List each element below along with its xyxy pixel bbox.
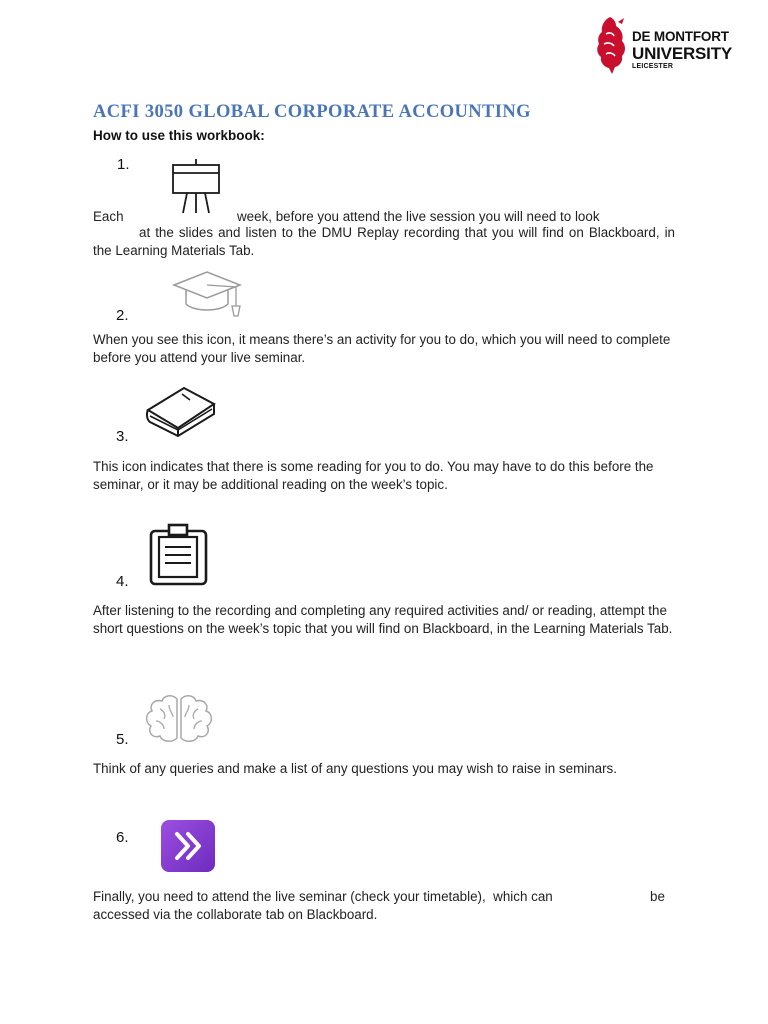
brain-icon: [142, 693, 216, 745]
step-6-text-line1-end: be: [650, 889, 665, 904]
step-4-number: 4.: [116, 573, 129, 590]
step-3-text: [93, 458, 675, 494]
graduation-cap-icon: [170, 268, 244, 320]
dmu-lion-crest-icon: [592, 14, 632, 74]
step-2-text-body: When you see this icon, it means there’s an activity for you to do, which you will need to complete before you attend your live seminar.: [93, 332, 671, 365]
step-5-text-body: Think of any queries and make a list of any questions you may wish to raise in seminars.: [93, 761, 617, 776]
step-5-text: [93, 760, 675, 778]
step-1-number: 1.: [117, 156, 130, 173]
step-1-paragraph: [93, 208, 675, 260]
step-3-number: 3.: [116, 428, 129, 445]
step-3-text-body: This icon indicates that there is some reading for you to do. You may have to do this before the seminar, or it may be additional reading on the week’s topic.: [93, 459, 654, 492]
step-4-text: [93, 602, 675, 638]
step-6-text-line1: Finally, you need to attend the live seminar (check your timetable), which can: [93, 889, 553, 904]
step-5-number: 5.: [116, 731, 129, 748]
step-6-number: 6.: [116, 829, 129, 846]
workbook-subtitle: How to use this workbook:: [93, 128, 265, 143]
step-6-paragraph: [93, 888, 675, 924]
step-2-number: 2.: [116, 307, 129, 324]
step-1-text-line1: week, before you attend the live session you will need to look: [237, 209, 600, 224]
logo-line-2: UNIVERSITY: [632, 43, 733, 63]
dmu-logo: [592, 14, 732, 74]
step-4-text-body: After listening to the recording and completing any required activities and/ or reading, attempt the short questions on the week’s topic that you will find on Blackboard, in the Learning Materials Tab.: [93, 603, 673, 636]
logo-line-1: DE MONTFORT: [632, 29, 729, 44]
step-1-text-start: Each: [93, 209, 124, 224]
step-1-text-rest: at the slides and listen to the DMU Replay recording that you will find on Blackboard, in the Learning Materials Tab.: [93, 225, 675, 258]
clipboard-icon: [147, 523, 209, 587]
collaborate-icon: [160, 819, 216, 873]
step-6-text-rest: accessed via the collaborate tab on Blackboard.: [93, 907, 378, 922]
logo-line-3: LEICESTER: [632, 62, 674, 70]
presentation-easel-icon: [170, 157, 222, 215]
step-2-text: [93, 331, 675, 367]
book-icon: [144, 382, 218, 440]
workbook-title: ACFI 3050 GLOBAL CORPORATE ACCOUNTING: [93, 102, 531, 122]
